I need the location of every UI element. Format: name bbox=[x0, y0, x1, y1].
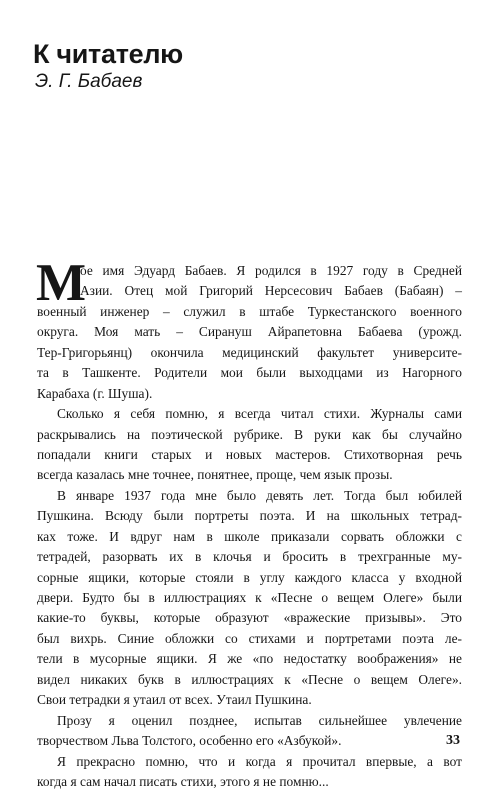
text-line: Азии. Отец мой Григорий Нерсесович Бабаев (Бабаян) – bbox=[80, 283, 462, 299]
text-line: Пушкина. Всюду были портреты поэта. И на школьных тетрад- bbox=[37, 508, 462, 524]
text-line: двери. Будто бы в иллюстрациях к «Песне о вещем Олеге» были bbox=[37, 590, 462, 605]
text-line: какие-то буквы, которые образуют «вражеские призывы». Это bbox=[37, 610, 462, 626]
text-line: был вихрь. Синие обложки со стихами и портретами поэта ле- bbox=[37, 630, 462, 646]
text-line: Свои тетрадки я утаил от всех. Утаил Пушкина. bbox=[37, 692, 312, 708]
text-line: попадали книги старых и новых мастеров. Стихотворная речь bbox=[37, 446, 462, 462]
text-line: та в Ташкенте. Родители мои были выходцами из Нагорного bbox=[37, 365, 462, 381]
text-line: раскрывались на поэтической рубрике. В руки как бы случайно bbox=[37, 426, 462, 442]
text-line: военный инженер – служил в штабе Туркестанского военного bbox=[37, 303, 462, 319]
page-number: 33 bbox=[446, 733, 460, 748]
text-line: ое имя Эдуард Бабаев. Я родился в 1927 году в Средней bbox=[80, 263, 462, 278]
text-line: тели в мусорные ящики. Я же «по недостатку воображения» не bbox=[37, 651, 462, 667]
text-line: округа. Моя мать – Сирануш Айрапетовна Бабаева (урожд. bbox=[37, 324, 462, 340]
text-line: ках тоже. И вдруг нам в школе приказали сорвать обложки с bbox=[37, 528, 462, 544]
page-title: К читателю bbox=[33, 39, 183, 69]
text-line: Тер-Григорьянц) окончила медицинский факультет университе- bbox=[37, 344, 462, 360]
drop-cap: М bbox=[36, 254, 87, 312]
text-line: Сколько я себя помню, я всегда читал стихи. Журналы сами bbox=[57, 406, 462, 422]
text-line: В январе 1937 года мне было девять лет. Тогда был юбилей bbox=[57, 487, 462, 503]
text-line: Прозу я оценил позднее, испытав сильнейшее увлечение bbox=[57, 712, 462, 728]
text-line: сорные ящики, которые стояли в углу каждого класса у входной bbox=[37, 569, 462, 585]
text-line: всегда казалась мне точнее, понятнее, проще, чем язык прозы. bbox=[37, 467, 393, 483]
text-line: творчеством Льва Толстого, особенно его «Азбукой». bbox=[37, 733, 342, 749]
text-line: видел никаких букв в иллюстрациях к «Песне о вещем Олеге». bbox=[37, 671, 462, 687]
text-line: Карабаха (г. Шуша). bbox=[37, 385, 153, 401]
paragraph bbox=[36, 254, 462, 404]
paragraph bbox=[37, 711, 462, 752]
body-text bbox=[36, 254, 462, 792]
paragraph bbox=[37, 404, 462, 486]
text-line: когда я сам начал писать стихи, этого я не помню... bbox=[37, 773, 329, 789]
text-line: Я прекрасно помню, что и когда я прочитал впервые, а вот bbox=[57, 753, 462, 769]
text-line: тетрадей, разорвать их в клочья и бросить в трехгранные му- bbox=[37, 549, 462, 565]
paragraph bbox=[37, 752, 462, 793]
author-name: Э. Г. Бабаев bbox=[35, 71, 143, 92]
paragraph bbox=[37, 486, 462, 711]
